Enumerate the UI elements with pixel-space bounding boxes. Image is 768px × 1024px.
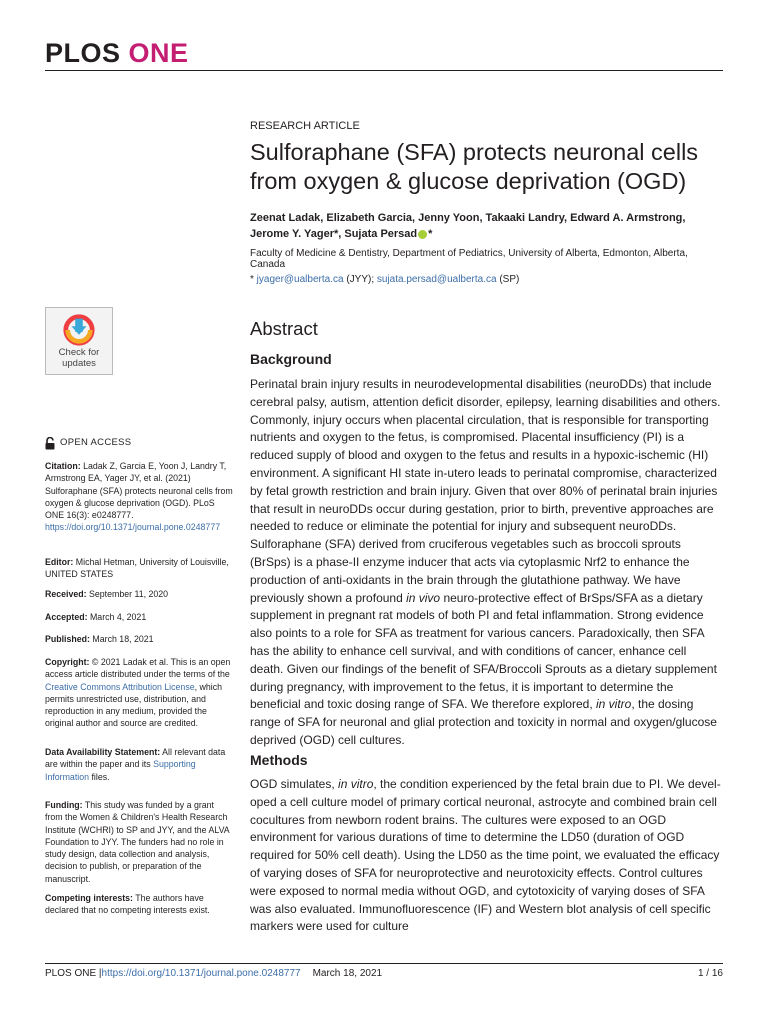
copyright-text-1: © 2021 Ladak et al. This is an open access article distributed under the terms of the bbox=[45, 657, 231, 680]
footer-journal: PLOS ONE | bbox=[45, 968, 102, 979]
corr-mid: (JYY); bbox=[343, 274, 377, 285]
published-label: Published: bbox=[45, 634, 90, 644]
journal-logo[interactable] bbox=[45, 38, 189, 69]
received-block bbox=[45, 588, 233, 600]
corresponding-star: * bbox=[428, 228, 433, 240]
header-rule bbox=[45, 70, 723, 71]
logo-one: ONE bbox=[128, 38, 189, 68]
bg-text-1: Perinatal brain injury results in neurodevelopmental disabilities (neuroDDs) that include cerebral palsy, autism, attention deficit disorder, epilepsy, learning disabilities and others. Commonly, injury occurs when placental circulation, that is responsible for transporting nutrients and oxygen to the fetus, is compromised. Placental insufficiency (PI) is a reduced supply of blood and oxygen to the fetus and results in a hypoxic-ischemic (HI) environment. A significant HI state in-utero leads to perinatal compromise, characterized by fetal growth restriction and brain injury. Given that over 80% of perinatal brain injuries that result in neuroDDs occur during gestation, prior to birth, preventive approaches are needed to reduce or eliminate the potential for injury and subsequent neuroDDs. Sulforaphane (SFA) derived from cruciferous vegetables such as broccoli sprouts (BrSps) is a phase-II enzyme inducer that acts via cytoplasmic Nrf2 to enhance the production of anti-oxidants in the brain through the glutathione pathway. We have previously shown a profound bbox=[250, 377, 721, 605]
received-label: Received: bbox=[45, 589, 87, 599]
article-title: Sulforaphane (SFA) protects neuronal cells from oxygen & glucose deprivation (OGD) bbox=[250, 139, 699, 194]
funding-block bbox=[45, 799, 233, 885]
meth-em-1: in vitro bbox=[338, 777, 374, 791]
data-availability-label: Data Availability Statement: bbox=[45, 747, 161, 757]
authors-line-1: Zeenat Ladak, Elizabeth Garcia, Jenny Yoon, Takaaki Landry, Edward A. Armstrong, bbox=[250, 212, 686, 224]
supporting-information-link[interactable]: Supporting Information bbox=[45, 759, 196, 782]
logo-plos: PLOS bbox=[45, 38, 121, 68]
affiliation: Faculty of Medicine & Dentistry, Department of Pediatrics, University of Alberta, Edmonton, Alberta, Canada bbox=[250, 248, 688, 270]
accepted-label: Accepted: bbox=[45, 612, 88, 622]
check-updates-icon bbox=[62, 313, 96, 347]
author-list bbox=[250, 210, 722, 242]
email-link-persad[interactable]: sujata.persad@ualberta.ca bbox=[376, 274, 497, 285]
copyright-text-2: , which permits unrestricted use, distribution, and reproduction in any medium, provided the original author and source are credited. bbox=[45, 681, 223, 729]
footer-doi-link[interactable]: https://doi.org/10.1371/journal.pone.0248777 bbox=[101, 968, 301, 979]
meth-text-1: OGD simulates, bbox=[250, 777, 339, 791]
abstract-heading: Abstract bbox=[250, 318, 318, 339]
email-link-jyager[interactable]: jyager@ualberta.ca bbox=[256, 274, 344, 285]
open-lock-icon bbox=[45, 437, 55, 450]
methods-heading: Methods bbox=[250, 752, 308, 768]
citation-text: Ladak Z, Garcia E, Yoon J, Landry T, Armstrong EA, Yager JY, et al. (2021) Sulforaphane (SFA) protects neuronal cells from oxygen & glucose deprivation (OGD). PLoS ONE 16(3): e0248777. bbox=[45, 461, 233, 521]
published-text: March 18, 2021 bbox=[89, 634, 154, 644]
citation-label: Citation: bbox=[45, 461, 81, 471]
bg-em-1: in vivo bbox=[406, 590, 441, 605]
check-for-updates-badge[interactable] bbox=[45, 307, 113, 375]
data-availability-block bbox=[45, 746, 233, 783]
check-updates-line1: Check for bbox=[58, 347, 100, 358]
received-text: September 11, 2020 bbox=[86, 589, 169, 599]
data-availability-text-2: files. bbox=[89, 771, 110, 782]
competing-interests-block bbox=[45, 892, 233, 917]
meth-text-2: , the condition experienced by the fetal brain due to PI. We developed a cell culture model of primary cortical neuronal, astrocyte and combined brain cell cocultures from newborn rodent brains. The cultures were exposed to an OGD environment for various durations of time to determine the LD50 (duration of OGD required for 50% cell death). Using the LD50 as the time point, we evaluated the efficacy of varying doses of SFA for neuroprotective and neurotoxicity effects. Control cultures were exposed to normal media without OGD, and cytotoxicity of varying doses of SFA was also evaluated. Immunofluorescence (IF) and Western blot analysis of cell specific markers were used for culture bbox=[250, 777, 721, 934]
open-access-text: OPEN ACCESS bbox=[60, 437, 132, 449]
page-footer bbox=[45, 968, 723, 979]
accepted-block bbox=[45, 611, 233, 623]
page-number: 1 / 16 bbox=[697, 968, 723, 979]
data-availability-text-1: All relevant data are within the paper and its bbox=[45, 747, 226, 770]
correspondence bbox=[250, 274, 722, 285]
editor-text: Michal Hetman, University of Louisville, UNITED STATES bbox=[45, 557, 229, 580]
citation-block bbox=[45, 460, 233, 534]
editor-block bbox=[45, 556, 233, 581]
background-paragraph bbox=[250, 376, 722, 750]
accepted-text: March 4, 2021 bbox=[87, 612, 147, 622]
citation-doi-link[interactable]: https://doi.org/10.1371/journal.pone.0248777 bbox=[45, 522, 221, 533]
methods-paragraph bbox=[250, 776, 722, 936]
authors-line-2-text: Jerome Y. Yager*, Sujata Persad bbox=[250, 228, 418, 240]
editor-label: Editor: bbox=[45, 557, 74, 567]
competing-interests-label: Competing interests: bbox=[45, 893, 133, 903]
corr-star: * bbox=[250, 274, 257, 285]
footer-rule bbox=[45, 963, 723, 964]
article-type: RESEARCH ARTICLE bbox=[250, 120, 360, 132]
footer-date: March 18, 2021 bbox=[312, 968, 383, 979]
funding-text: This study was funded by a grant from the Women & Children's Health Research Institute (WCHRI) to SP and JYY, and the ALVA Foundation to JYY. The funders had no role in study design, data collection and analysis, decision to publish, or preparation of the manuscript. bbox=[45, 800, 230, 884]
check-updates-line2: updates bbox=[62, 358, 96, 369]
funding-label: Funding: bbox=[45, 800, 83, 810]
authors-line-2 bbox=[250, 226, 722, 242]
background-heading: Background bbox=[250, 351, 332, 367]
bg-text-2: neuro-protective effect of BrSps/SFA as a dietary supplement in pregnant rat models of both PI and fetal inflammation. Strong evidence also points to a role for SFA as treatment for various cancers. Paradoxically, then SFA has the ability to enhance cell survival, and with conditions of cancer, enhance cell death. Given our findings of the benefit of SFA/Broccoli Sprouts as a dietary supplement during pregnancy, with improvement to the fetus, it is important to determine the beneficial and toxic dosing range of SFA. We therefore explored, bbox=[250, 590, 717, 712]
published-block bbox=[45, 633, 233, 645]
cc-license-link[interactable]: Creative Commons Attribution License bbox=[45, 681, 195, 692]
orcid-icon[interactable] bbox=[418, 230, 427, 239]
copyright-block bbox=[45, 656, 233, 730]
copyright-label: Copyright: bbox=[45, 657, 90, 667]
bg-em-2: in vitro bbox=[595, 697, 632, 712]
bg-text-3: , the dosing range of SFA for neuronal and glial protection and toxicity in normal and oxygen/glucose deprived (OGD) cell cultures. bbox=[250, 697, 717, 747]
open-access-label bbox=[45, 437, 233, 450]
competing-interests-text: The authors have declared that no competing interests exist. bbox=[45, 893, 210, 916]
corr-end: (SP) bbox=[496, 274, 520, 285]
